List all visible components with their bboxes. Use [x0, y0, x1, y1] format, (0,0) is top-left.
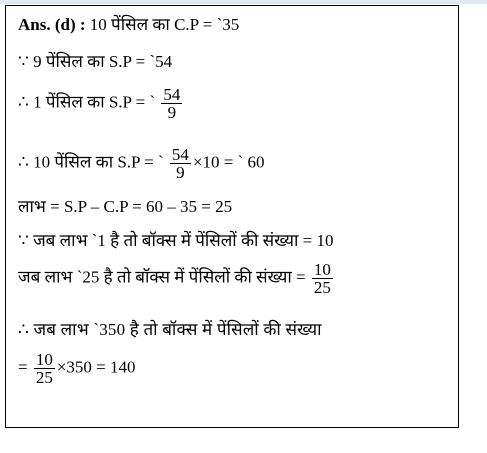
fraction-54-9 [161, 86, 182, 121]
final-answer-line [18, 351, 136, 386]
fraction-numerator: 10 [313, 260, 331, 279]
selling-price-10-result: ×10 = ` 60 [192, 152, 265, 172]
fraction-denominator: 25 [35, 368, 53, 387]
answer-label: Ans. (d) : [18, 15, 86, 34]
profit-350-line: ∴ जब लाभ `350 है तो बॉक्स में पेंसिलों की संख्या [18, 320, 322, 339]
selling-price-1-text: ∴ 1 पेंसिल का S.P = ` [18, 92, 156, 112]
selling-price-9-line: ∵ 9 पेंसिल का S.P = `54 [18, 52, 173, 71]
selling-price-1-line [18, 86, 184, 121]
fraction-10-25 [34, 351, 55, 386]
selling-price-10-text: ∴ 10 पेंसिल का S.P = ` [18, 152, 164, 172]
fraction-54-9 [170, 146, 191, 181]
fraction-denominator: 25 [313, 278, 331, 297]
equals-sign: = [18, 357, 28, 377]
answer-line [18, 16, 239, 33]
profit-line: लाभ = S.P – C.P = 60 – 35 = 25 [18, 197, 233, 216]
answer-cost-price: 10 पेंसिल का C.P = `35 [85, 15, 240, 34]
profit-25-text: जब लाभ `25 है तो बॉक्स में पेंसिलों की संख्या = [18, 267, 306, 287]
solution-box [5, 5, 459, 428]
profit-25-line [18, 261, 335, 296]
fraction-denominator: 9 [170, 163, 191, 181]
fraction-numerator: 10 [35, 350, 53, 369]
fraction-numerator: 54 [163, 85, 181, 104]
fraction-10-25 [312, 261, 333, 296]
fraction-numerator: 54 [171, 145, 189, 164]
final-result: ×350 = 140 [56, 357, 136, 377]
profit-1-line: ∵ जब लाभ `1 है तो बॉक्स में पेंसिलों की संख्या = 10 [18, 231, 334, 250]
selling-price-10-line [18, 146, 264, 181]
top-strip [0, 0, 487, 4]
fraction-denominator: 9 [161, 103, 182, 121]
